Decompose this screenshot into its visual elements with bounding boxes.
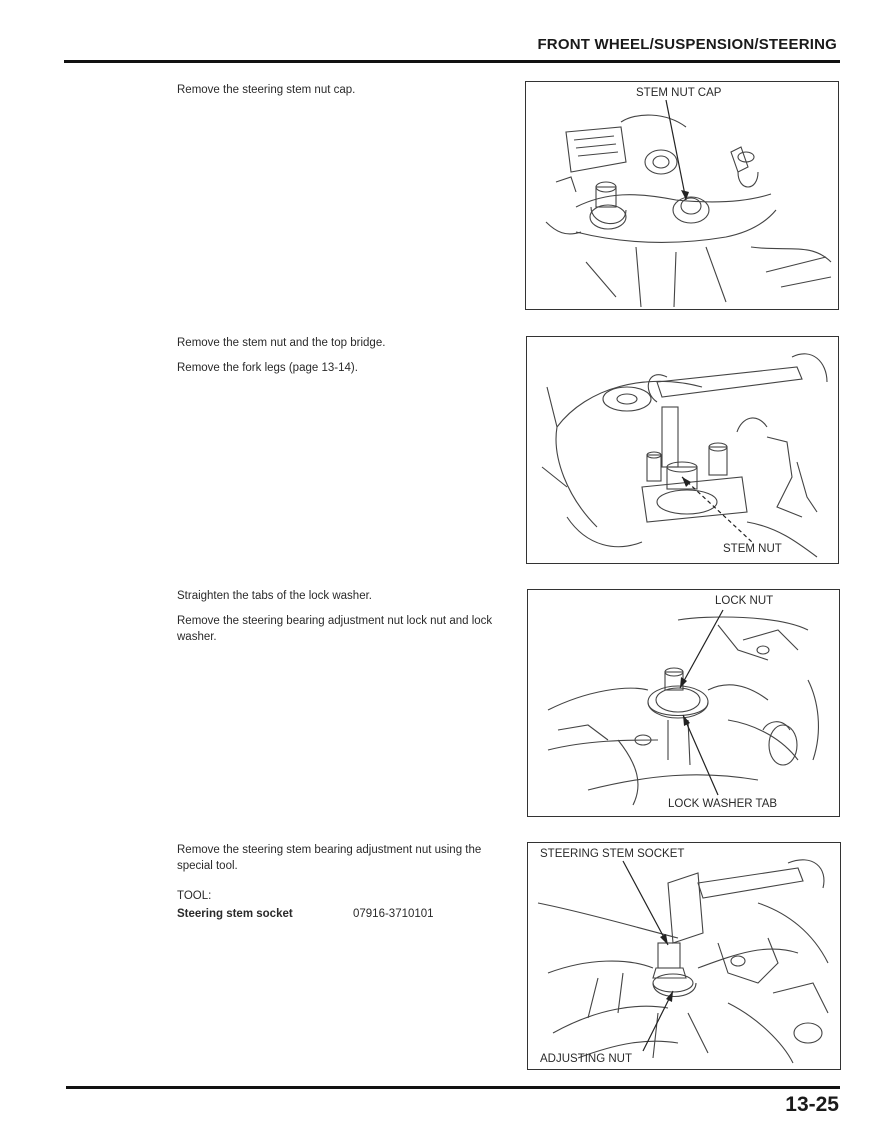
figure-3-drawing <box>528 590 839 816</box>
figure-stem-nut <box>526 336 839 564</box>
step-3-paragraph-2: Remove the steering bearing adjustment nut lock nut and lock washer. <box>177 615 493 643</box>
tool-label: TOOL: <box>177 890 212 902</box>
tool-code: 07916-3710101 <box>353 908 434 920</box>
step-2-paragraph-2: Remove the fork legs (page 13-14). <box>177 362 358 374</box>
section-title: FRONT WHEEL/SUSPENSION/STEERING <box>537 36 837 53</box>
footer-rule <box>66 1086 840 1089</box>
label-stem-nut: STEM NUT <box>723 543 782 555</box>
step-3-text <box>177 588 511 654</box>
label-lock-nut: LOCK NUT <box>715 595 774 607</box>
step-3-paragraph-1: Straighten the tabs of the lock washer. <box>177 590 372 602</box>
figure-4-drawing <box>528 843 840 1069</box>
header-rule <box>64 60 840 63</box>
figure-lock-nut <box>527 589 840 817</box>
figure-1-drawing <box>526 82 838 309</box>
label-adjusting-nut: ADJUSTING NUT <box>540 1053 632 1065</box>
tool-row <box>177 906 511 922</box>
figure-stem-nut-cap <box>525 81 839 310</box>
step-1-paragraph-1: Remove the steering stem nut cap. <box>177 84 356 96</box>
step-2-text <box>177 335 511 385</box>
figure-steering-stem-socket <box>527 842 841 1070</box>
figure-2-drawing <box>527 337 838 563</box>
label-stem-nut-cap: STEM NUT CAP <box>636 87 722 99</box>
tool-name: Steering stem socket <box>177 908 293 920</box>
page-number: 13-25 <box>785 1093 839 1116</box>
label-steering-stem-socket: STEERING STEM SOCKET <box>540 848 685 860</box>
label-lock-washer-tab: LOCK WASHER TAB <box>668 798 778 810</box>
step-1-text <box>177 82 511 107</box>
step-4-text <box>177 842 511 922</box>
step-2-paragraph-1: Remove the stem nut and the top bridge. <box>177 337 386 349</box>
step-4-paragraph-1: Remove the steering stem bearing adjustment nut using the special tool. <box>177 844 482 872</box>
